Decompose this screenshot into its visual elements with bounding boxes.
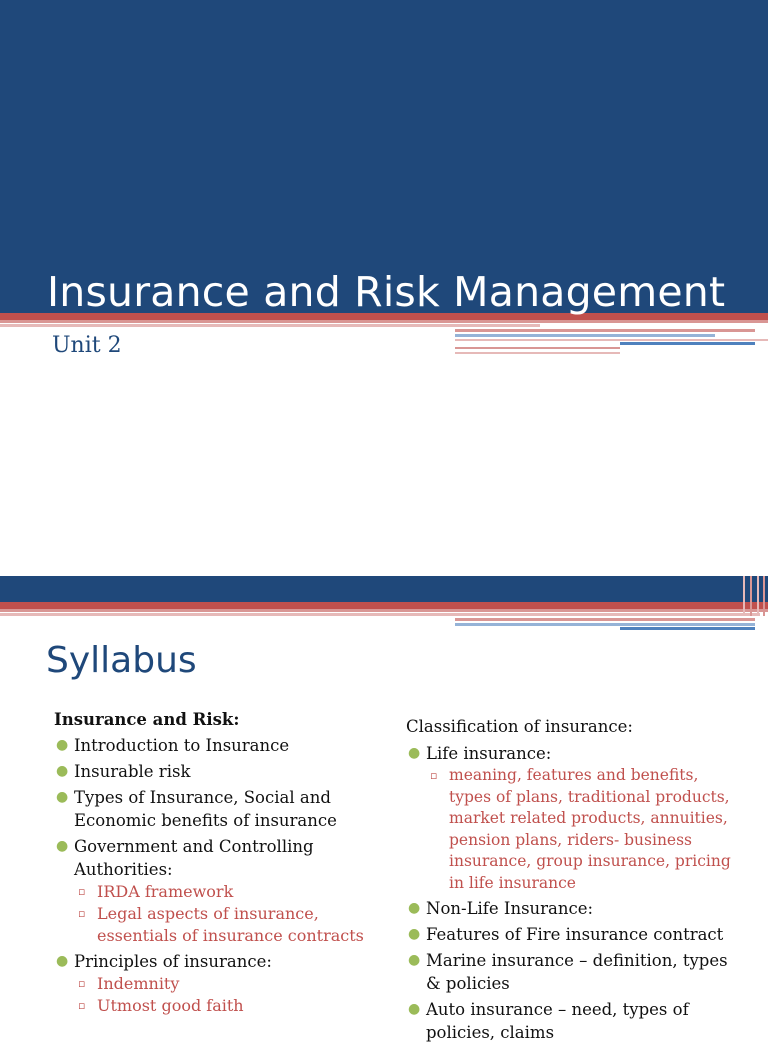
- bullet-icon: ●: [408, 1001, 421, 1017]
- slide-subtitle: Unit 2: [52, 333, 122, 358]
- accent-stripe: [757, 576, 759, 616]
- bullet-icon: ●: [408, 952, 421, 968]
- list-item: [54, 760, 374, 783]
- list-item: [54, 835, 374, 947]
- sub-list-item: [74, 995, 374, 1017]
- sub-item-text: Utmost good faith: [97, 996, 244, 1015]
- syllabus-slide: [0, 576, 768, 1042]
- accent-stripe: [455, 329, 755, 332]
- accent-stripe: [0, 320, 768, 323]
- list-item: [54, 786, 374, 832]
- section-heading: Insurance and Risk:: [54, 710, 240, 729]
- list-item: [406, 949, 736, 995]
- list-item: [406, 923, 736, 946]
- slide-separator: [0, 560, 768, 576]
- list-item-text: Life insurance:: [426, 744, 552, 763]
- list-item-text: Government and Controlling Authorities:: [74, 837, 314, 879]
- square-bullet-icon: ▫: [430, 769, 438, 782]
- list-item: [406, 897, 736, 920]
- list-item: [54, 950, 374, 1017]
- accent-stripe: [763, 576, 765, 616]
- bullet-icon: ●: [408, 900, 421, 916]
- list-item: [54, 734, 374, 757]
- accent-stripe: [455, 339, 768, 341]
- bullet-icon: ●: [408, 926, 421, 942]
- bullet-icon: ●: [56, 737, 69, 753]
- accent-stripe: [455, 347, 620, 349]
- sub-list-item: [74, 881, 374, 903]
- list-item: [406, 998, 736, 1044]
- accent-stripe: [455, 334, 715, 337]
- right-column: [406, 715, 736, 1047]
- sub-list: [426, 765, 736, 894]
- sub-list-item: [426, 765, 736, 894]
- list-item-text: Insurable risk: [74, 762, 191, 781]
- bullet-icon: ●: [56, 789, 69, 805]
- list-item-text: Introduction to Insurance: [74, 736, 290, 755]
- accent-stripe: [0, 609, 768, 612]
- list-item-text: Features of Fire insurance contract: [426, 925, 724, 944]
- sub-item-text: Indemnity: [97, 974, 180, 993]
- accent-stripe: [455, 352, 620, 354]
- sub-item-text: IRDA framework: [97, 882, 234, 901]
- slide-title: Insurance and Risk Management: [47, 268, 726, 316]
- bullet-icon: ●: [56, 838, 69, 854]
- bullet-icon: ●: [408, 745, 421, 761]
- list-item-text: Non-Life Insurance:: [426, 899, 594, 918]
- sub-list: [74, 881, 374, 947]
- accent-stripe: [620, 342, 755, 345]
- accent-stripe: [0, 602, 768, 609]
- bullet-list: [406, 742, 736, 1044]
- square-bullet-icon: ▫: [78, 977, 86, 990]
- accent-stripe: [750, 576, 752, 616]
- left-column: [54, 708, 374, 1020]
- accent-stripe: [0, 324, 540, 327]
- bullet-icon: ●: [56, 763, 69, 779]
- list-item-text: Auto insurance – need, types of policies, claims: [426, 1000, 689, 1042]
- square-bullet-icon: ▫: [78, 907, 86, 920]
- accent-stripe: [620, 627, 755, 630]
- square-bullet-icon: ▫: [78, 999, 86, 1012]
- section-heading: Classification of insurance:: [406, 717, 633, 736]
- bullet-list: [54, 734, 374, 1017]
- accent-stripe: [0, 613, 760, 616]
- accent-stripe: [455, 623, 755, 626]
- sub-list-item: [74, 973, 374, 995]
- header-band: [0, 576, 768, 602]
- sub-item-text: Legal aspects of insurance, essentials of insurance contracts: [97, 904, 364, 945]
- square-bullet-icon: ▫: [78, 885, 86, 898]
- list-item: [406, 742, 736, 894]
- slide-title: Syllabus: [46, 640, 197, 681]
- bullet-icon: ●: [56, 953, 69, 969]
- list-item-text: Principles of insurance:: [74, 952, 272, 971]
- sub-list: [74, 973, 374, 1017]
- list-item-text: Marine insurance – definition, types & policies: [426, 951, 728, 993]
- accent-stripe: [743, 576, 745, 616]
- list-item-text: Types of Insurance, Social and Economic benefits of insurance: [74, 788, 337, 830]
- sub-item-text: meaning, features and benefits, types of plans, traditional products, market related products, annuities, pension plans, riders- business insurance, group insurance, pricing in life insurance: [449, 766, 731, 892]
- sub-list-item: [74, 903, 374, 947]
- accent-stripe: [455, 618, 755, 621]
